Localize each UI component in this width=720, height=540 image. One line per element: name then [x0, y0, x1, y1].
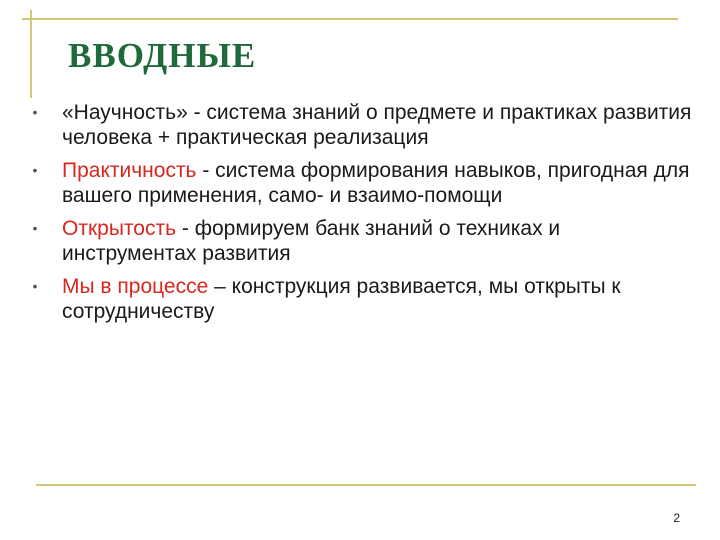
- top-rule: [22, 18, 678, 20]
- bullet-item-my-v-processe: [28, 274, 696, 324]
- bullet-text: - формируем банк знаний о техниках и инструментах развития: [62, 217, 561, 265]
- bullet-item-praktichnost: [28, 158, 696, 208]
- left-rule: [30, 10, 32, 98]
- page-number: 2: [673, 511, 680, 525]
- bullet-text: – конструкция развивается, мы открыты к сотрудничеству: [62, 275, 621, 323]
- bullet-term: «Научность»: [62, 101, 188, 124]
- bullet-text: - система знаний о предмете и практиках развития человека + практическая реализация: [62, 101, 692, 149]
- bullet-icon: •: [32, 104, 38, 120]
- bullet-icon: •: [32, 278, 38, 294]
- bullet-item-nauchnost: [28, 100, 696, 150]
- bullet-list: [28, 100, 696, 332]
- bullet-item-otkrytost: [28, 216, 696, 266]
- bullet-term: Мы в процессе: [62, 275, 209, 298]
- bullet-icon: •: [32, 220, 38, 236]
- bullet-term: Практичность: [62, 159, 197, 182]
- bullet-icon: •: [32, 162, 38, 178]
- bullet-text: - система формирования навыков, пригодная для вашего применения, само- и взаимо-помощи: [62, 159, 690, 207]
- bottom-rule: [36, 484, 696, 486]
- bullet-term: Открытость: [62, 217, 177, 240]
- slide-title: ВВОДНЫЕ: [68, 36, 257, 75]
